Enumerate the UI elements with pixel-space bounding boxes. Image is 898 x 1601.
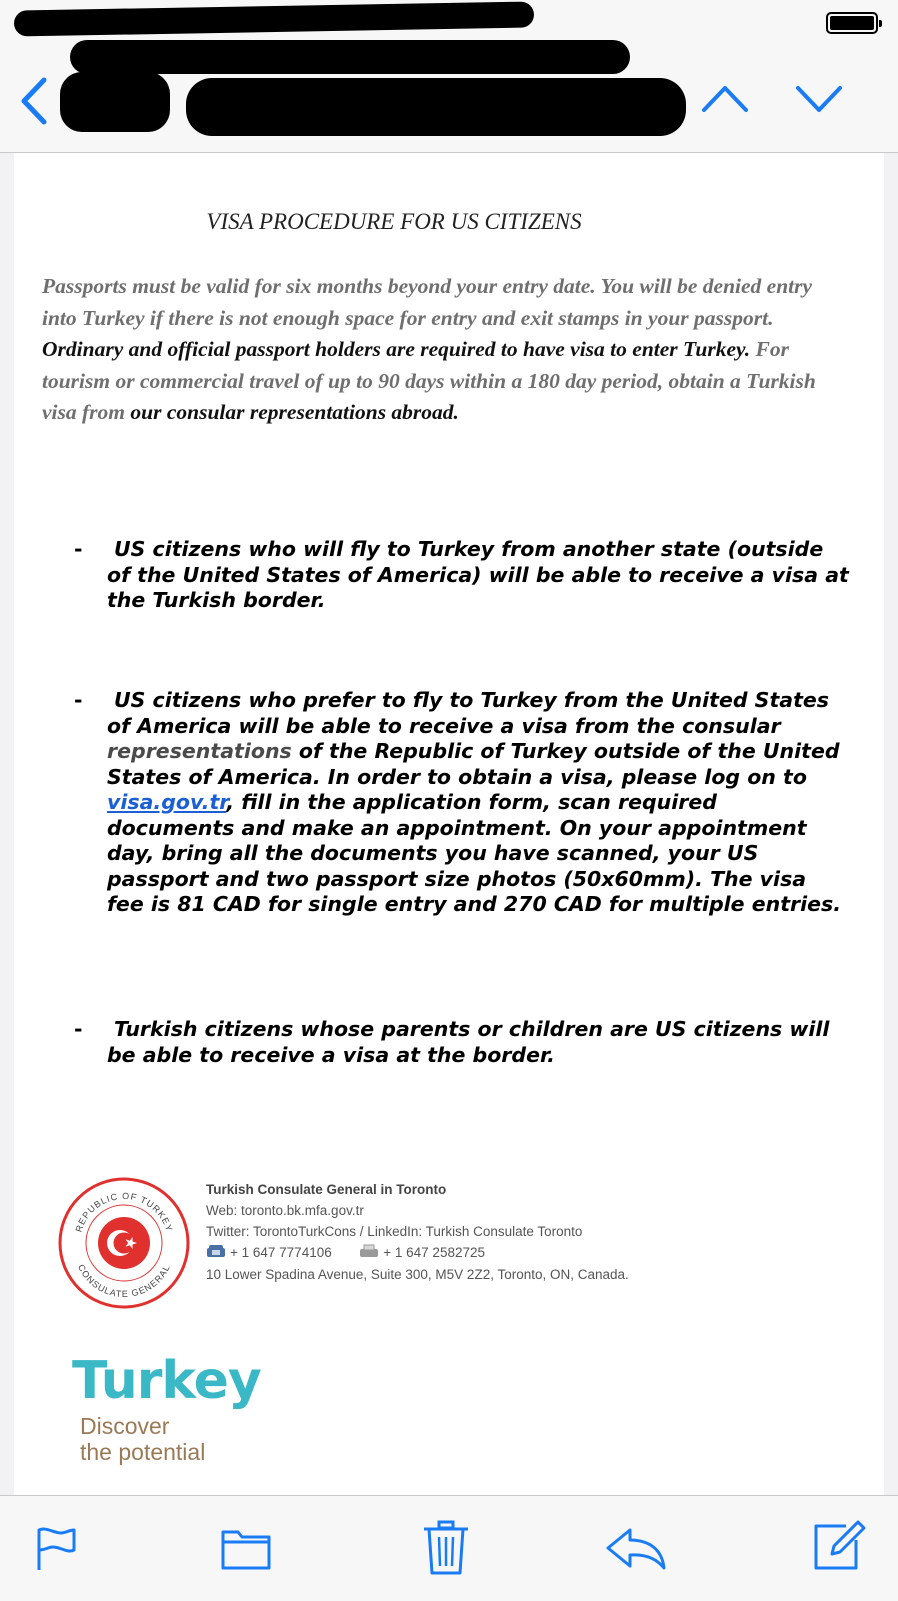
trash-button[interactable] <box>422 1520 470 1576</box>
seal-top-text: REPUBLIC OF TURKEY <box>73 1190 175 1234</box>
visa-website-link[interactable]: visa.gov.tr <box>107 790 227 814</box>
logo-tagline: Discover <box>80 1413 170 1439</box>
phone-number: + 1 647 7774106 <box>230 1245 332 1260</box>
bullet-dash: - <box>74 1017 83 1041</box>
reply-button[interactable] <box>604 1524 668 1572</box>
previous-message-button[interactable] <box>700 80 750 116</box>
logo-tagline: the potential <box>80 1439 206 1465</box>
consulate-contact <box>206 1242 846 1264</box>
document-title: VISA PROCEDURE FOR US CITIZENS <box>206 209 582 234</box>
bullet-text: US citizens who will fly to Turkey from another state (outside of the United States of America) will be able to receive a visa at the Turkish border. <box>107 537 849 612</box>
compose-button[interactable] <box>812 1516 868 1572</box>
folder-icon <box>220 1524 272 1572</box>
bullet-text-part: , fill in the application form, scan required documents and make an appointment. On your appointment day, bring all the documents you have scanned, your US passport and two passport size photos (50x60mm). The visa fee is 81 CAD for single entry and 270 CAD for multiple entries. <box>107 790 842 916</box>
bullet-dash: - <box>74 688 83 712</box>
phone-icon <box>206 1243 226 1264</box>
bullet-dash: - <box>74 537 83 561</box>
document-view[interactable] <box>14 153 884 1495</box>
turkey-tourism-logo <box>72 1351 272 1471</box>
consular-representations-text: our consular representations abroad. <box>130 400 459 424</box>
redaction-mark <box>70 40 630 74</box>
bullet-text <box>107 688 849 918</box>
seal-bottom-text: CONSULATE GENERAL <box>76 1262 172 1300</box>
redaction-mark <box>14 1 534 36</box>
next-message-button[interactable] <box>794 80 844 116</box>
flag-button[interactable] <box>34 1524 78 1572</box>
bullet-text: Turkish citizens whose parents or children are US citizens will be able to receive a visa at the border. <box>107 1017 830 1067</box>
tourism-travel-text: For tourism or commercial travel of up to 90 days within a 180 day period, obtain a Turkish visa from <box>42 337 816 424</box>
redaction-mark <box>60 72 170 132</box>
bottom-toolbar <box>0 1495 898 1601</box>
battery-icon <box>826 12 878 34</box>
logo-wordmark: Turkey <box>72 1351 261 1411</box>
bullet-text-part: representations <box>107 739 292 763</box>
bullet-text-part: of the Republic of Turkey outside of the United States of America. In order to obtain a visa, please log on to <box>107 739 840 789</box>
fax-number: + 1 647 2582725 <box>383 1245 485 1260</box>
consulate-seal <box>56 1175 192 1311</box>
visa-requirement-text: Ordinary and official passport holders are required to have visa to enter Turkey. <box>42 337 751 361</box>
consulate-web: Web: toronto.bk.mfa.gov.tr <box>206 1203 364 1218</box>
consulate-social: Twitter: TorontoTurkCons / LinkedIn: Turkish Consulate Toronto <box>206 1224 583 1239</box>
chevron-down-icon <box>794 80 844 116</box>
reply-icon <box>604 1524 668 1572</box>
top-navigation-bar <box>0 0 898 153</box>
back-button[interactable] <box>14 76 54 126</box>
bullet-text-part: US citizens who prefer to fly to Turkey from the United States of America will be able to receive a visa from the consular <box>107 688 829 738</box>
consulate-signature <box>206 1179 846 1285</box>
flag-icon <box>34 1524 78 1572</box>
passport-validity-text: Passports must be valid for six months beyond your entry date. You will be denied entry into Turkey if there is not enough space for entry and exit stamps in your passport. <box>42 274 813 330</box>
chevron-up-icon <box>700 80 750 116</box>
fax-icon <box>359 1243 379 1264</box>
intro-paragraph <box>42 271 842 429</box>
redaction-mark <box>186 78 686 136</box>
chevron-left-icon <box>14 76 54 126</box>
trash-icon <box>422 1520 470 1576</box>
move-to-folder-button[interactable] <box>220 1524 272 1572</box>
compose-icon <box>812 1516 868 1572</box>
consulate-address: 10 Lower Spadina Avenue, Suite 300, M5V 2Z2, Toronto, ON, Canada. <box>206 1266 629 1282</box>
consulate-name: Turkish Consulate General in Toronto <box>206 1182 447 1197</box>
